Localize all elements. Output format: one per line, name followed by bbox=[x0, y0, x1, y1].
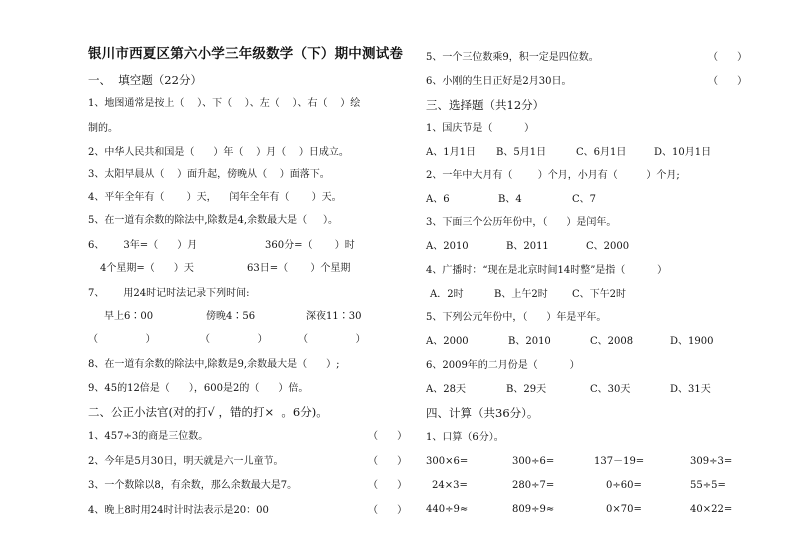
fill-question-3: 3、太阳早晨从（ ）面升起，傍晚从（ ）面落下。 bbox=[88, 169, 330, 180]
fill-question-6b-left: 4个星期=（ ）天 bbox=[100, 263, 194, 274]
oral-calc-title: 1、口算（6分）。 bbox=[426, 432, 504, 443]
calc-item: 0÷60= bbox=[606, 480, 642, 491]
fill-question-1-cont: 制的。 bbox=[88, 123, 118, 134]
time-item: 傍晚4∶56 bbox=[206, 311, 256, 322]
fill-question-6-right: 360分=（ ）时 bbox=[265, 240, 355, 251]
answer-paren: （ ） bbox=[368, 431, 408, 442]
calc-item: 309÷3= bbox=[690, 456, 733, 467]
option: C、2008 bbox=[590, 336, 634, 347]
option: A、1月1日 bbox=[426, 147, 476, 158]
option: A．2时 bbox=[430, 289, 464, 300]
option: D、31天 bbox=[670, 384, 711, 395]
judge-question-4: 4、晚上8时用24时计时法表示是20：00 bbox=[88, 505, 269, 516]
option: A、6 bbox=[426, 194, 450, 205]
choice-question-4: 4、广播时：“现在是北京时间14时整”是指（ ） bbox=[426, 265, 668, 276]
calc-item: 300÷6= bbox=[512, 456, 555, 467]
calc-item: 137－19= bbox=[594, 456, 645, 467]
judge-question-1: 1、457÷3的商是三位数。 bbox=[88, 431, 209, 442]
option: C、7 bbox=[572, 194, 597, 205]
time-item: 早上6∶00 bbox=[104, 311, 154, 322]
option: C、2000 bbox=[586, 241, 630, 252]
time-item: 深夜11∶30 bbox=[306, 311, 362, 322]
answer-paren: （ ） bbox=[368, 456, 408, 467]
fill-question-6-left: 6、 3年=（ ）月 bbox=[88, 240, 198, 251]
option: B、29天 bbox=[506, 384, 547, 395]
fill-question-1: 1、地图通常是按上（ ）、下（ ）、左（ ）、右（ ）绘 bbox=[88, 98, 361, 109]
calc-item: 40×22= bbox=[690, 504, 733, 515]
judge-question-2: 2、今年是5月30日，明天就是六一儿童节。 bbox=[88, 456, 284, 467]
option: D、1900 bbox=[670, 336, 714, 347]
choice-question-2: 2、一年中大月有（ ）个月，小月有（ ）个月; bbox=[426, 170, 680, 181]
calc-item: 0×70= bbox=[606, 504, 642, 515]
calc-item: 300×6= bbox=[426, 456, 469, 467]
option: B、2010 bbox=[508, 336, 551, 347]
answer-blank: （ ） bbox=[88, 334, 156, 345]
option: B、2011 bbox=[506, 241, 549, 252]
fill-question-2: 2、中华人民共和国是（ ）年（ ）月（ ）日成立。 bbox=[88, 147, 349, 158]
section-judge-title: 二、公正小法官(对的打√ ，错的打× 。6分)。 bbox=[88, 405, 328, 419]
fill-question-5: 5、在一道有余数的除法中,除数是4,余数最大是（ ）。 bbox=[88, 215, 338, 226]
section-calc-title: 四、计算（共36分）。 bbox=[426, 406, 539, 420]
option: B、4 bbox=[498, 194, 522, 205]
calc-item: 440÷9≈ bbox=[426, 504, 469, 515]
calc-item: 55÷5= bbox=[690, 480, 726, 491]
fill-question-9: 9、45的12倍是（ ），600是2的（ ）倍。 bbox=[88, 383, 309, 394]
judge-question-6: 6、小刚的生日正好是2月30日。 bbox=[426, 76, 572, 87]
fill-question-7: 7、 用24时记时法记录下列时间: bbox=[88, 288, 250, 299]
option: A、2010 bbox=[426, 241, 469, 252]
answer-paren: （ ） bbox=[368, 480, 408, 491]
choice-question-1: 1、国庆节是（ ） bbox=[426, 123, 535, 134]
fill-question-6b-right: 63日=（ ）个星期 bbox=[247, 263, 351, 274]
judge-question-3: 3、一个数除以8，有余数，那么余数最大是7。 bbox=[88, 480, 298, 491]
option: B、上午2时 bbox=[494, 289, 548, 300]
section-fill-in-title: 一、 填空题（22分） bbox=[88, 73, 202, 87]
judge-question-5: 5、一个三位数乘9，积一定是四位数。 bbox=[426, 52, 599, 63]
section-choice-title: 三、选择题（共12分） bbox=[426, 98, 545, 112]
calc-item: 24×3= bbox=[432, 480, 468, 491]
option: D、10月1日 bbox=[654, 147, 712, 158]
answer-paren: （ ） bbox=[708, 76, 748, 87]
option: B、5月1日 bbox=[496, 147, 547, 158]
choice-question-5: 5、下列公元年份中，（ ）年是平年。 bbox=[426, 312, 607, 323]
option: A、28天 bbox=[426, 384, 466, 395]
option: C、6月1日 bbox=[576, 147, 627, 158]
calc-item: 280÷7= bbox=[512, 480, 555, 491]
calc-item: 809÷9≈ bbox=[512, 504, 555, 515]
choice-question-6: 6、2009年的二月份是（ ） bbox=[426, 360, 580, 371]
fill-question-4: 4、平年全年有（ ）天， 闰年全年有（ ）天。 bbox=[88, 192, 342, 203]
exam-title: 银川市西夏区第六小学三年级数学（下）期中测试卷 bbox=[88, 46, 404, 62]
option: A、2000 bbox=[426, 336, 469, 347]
answer-blank: （ ） bbox=[200, 334, 268, 345]
choice-question-3: 3、下面三个公历年份中，（ ）是闰年。 bbox=[426, 217, 617, 228]
answer-paren: （ ） bbox=[708, 52, 748, 63]
fill-question-8: 8、在一道有余数的除法中,除数是9,余数最大是（ ）; bbox=[88, 359, 340, 370]
answer-paren: （ ） bbox=[368, 505, 408, 516]
option: C、下午2时 bbox=[572, 289, 627, 300]
option: C、30天 bbox=[590, 384, 631, 395]
answer-blank: （ ） bbox=[298, 334, 366, 345]
